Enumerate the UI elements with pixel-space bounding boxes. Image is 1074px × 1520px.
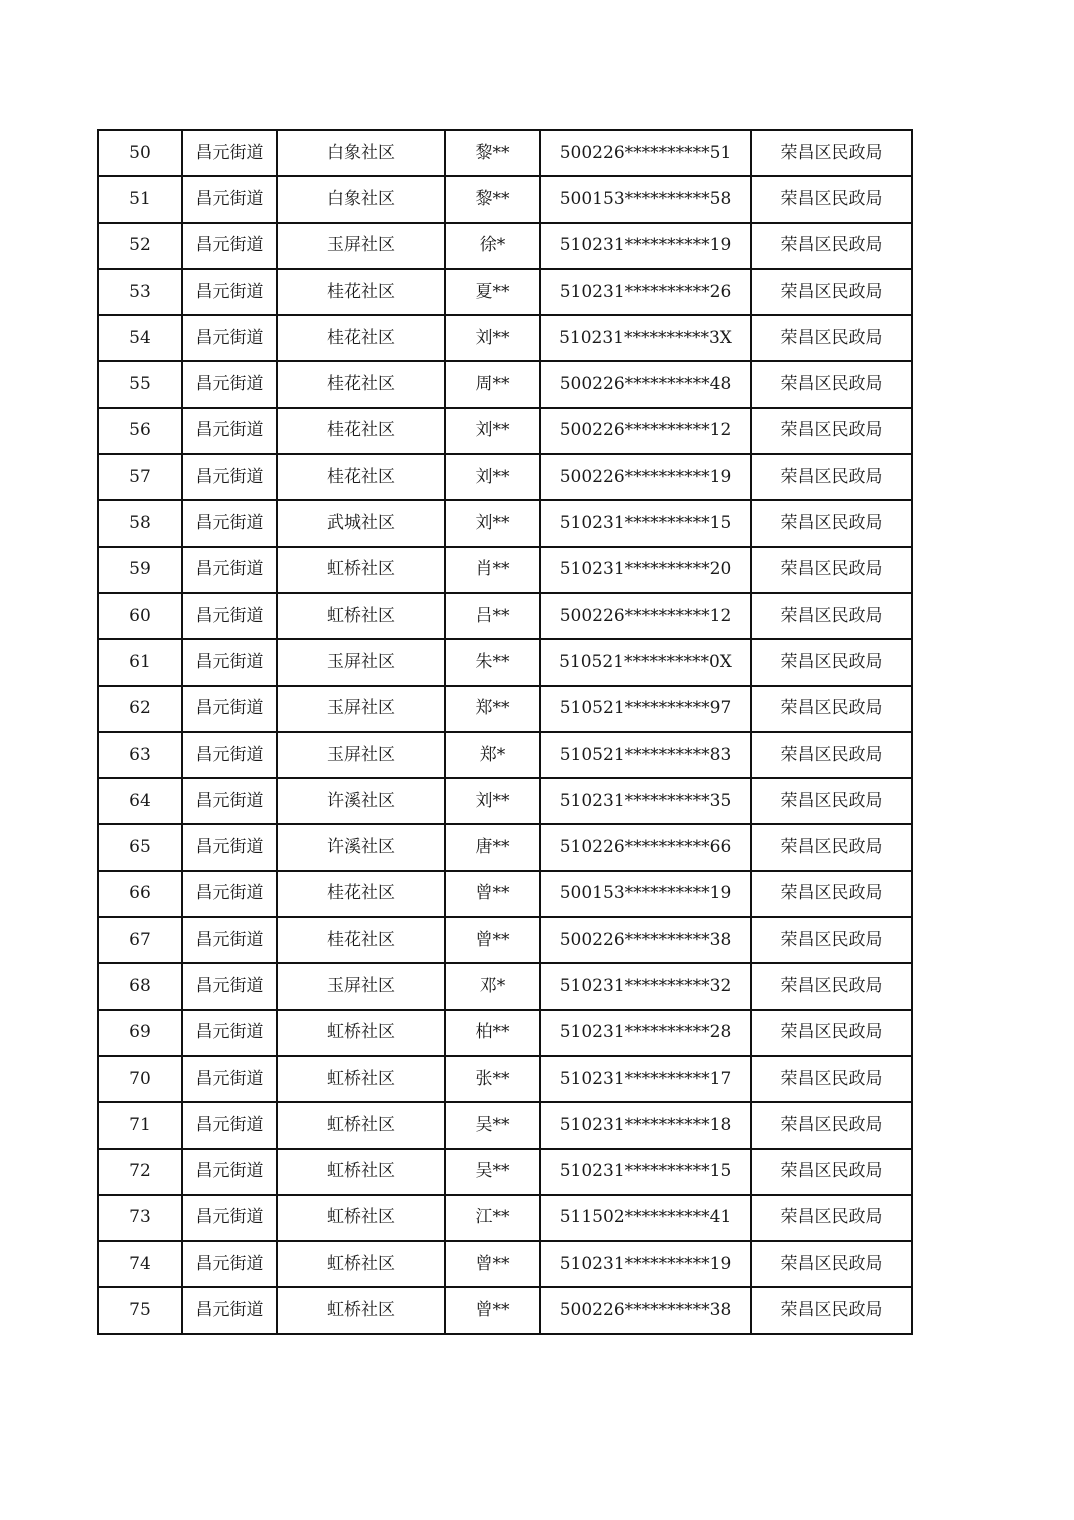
id-number-cell: 510231**********35 [540,778,751,824]
bureau-cell: 荣昌区民政局 [751,269,912,315]
street-cell: 昌元街道 [182,1287,277,1333]
street-cell: 昌元街道 [182,547,277,593]
row-number-cell: 51 [98,176,182,222]
bureau-cell: 荣昌区民政局 [751,315,912,361]
street-cell: 昌元街道 [182,454,277,500]
street-cell: 昌元街道 [182,500,277,546]
name-cell: 周** [445,361,540,407]
row-number-cell: 67 [98,917,182,963]
table-row [98,871,912,917]
table-row [98,1149,912,1195]
community-cell: 白象社区 [277,176,445,222]
bureau-cell: 荣昌区民政局 [751,547,912,593]
table-row [98,686,912,732]
id-number-cell: 510231**********15 [540,1149,751,1195]
name-cell: 唐** [445,824,540,870]
community-cell: 玉屏社区 [277,732,445,778]
community-cell: 桂花社区 [277,408,445,454]
table-row [98,269,912,315]
name-cell: 刘** [445,408,540,454]
name-cell: 郑* [445,732,540,778]
name-cell: 曾** [445,1287,540,1333]
street-cell: 昌元街道 [182,686,277,732]
table-row [98,593,912,639]
street-cell: 昌元街道 [182,1056,277,1102]
row-number-cell: 57 [98,454,182,500]
row-number-cell: 61 [98,639,182,685]
street-cell: 昌元街道 [182,1195,277,1241]
name-cell: 邓* [445,963,540,1009]
bureau-cell: 荣昌区民政局 [751,1241,912,1287]
table-row [98,176,912,222]
street-cell: 昌元街道 [182,1241,277,1287]
table-row [98,639,912,685]
street-cell: 昌元街道 [182,917,277,963]
row-number-cell: 65 [98,824,182,870]
community-cell: 虹桥社区 [277,1056,445,1102]
id-number-cell: 500226**********12 [540,408,751,454]
community-cell: 桂花社区 [277,871,445,917]
row-number-cell: 66 [98,871,182,917]
name-cell: 夏** [445,269,540,315]
name-cell: 曾** [445,1241,540,1287]
bureau-cell: 荣昌区民政局 [751,963,912,1009]
table-row [98,1056,912,1102]
name-cell: 黎** [445,130,540,176]
community-cell: 虹桥社区 [277,1287,445,1333]
community-cell: 武城社区 [277,500,445,546]
row-number-cell: 71 [98,1102,182,1148]
id-number-cell: 500226**********38 [540,1287,751,1333]
name-cell: 刘** [445,315,540,361]
id-number-cell: 510231**********19 [540,223,751,269]
community-cell: 白象社区 [277,130,445,176]
id-number-cell: 510231**********18 [540,1102,751,1148]
row-number-cell: 58 [98,500,182,546]
table-row [98,1287,912,1333]
street-cell: 昌元街道 [182,315,277,361]
id-number-cell: 500226**********51 [540,130,751,176]
community-cell: 虹桥社区 [277,1149,445,1195]
bureau-cell: 荣昌区民政局 [751,408,912,454]
bureau-cell: 荣昌区民政局 [751,223,912,269]
street-cell: 昌元街道 [182,824,277,870]
table-row [98,500,912,546]
row-number-cell: 52 [98,223,182,269]
roster-table [97,129,913,1335]
street-cell: 昌元街道 [182,223,277,269]
id-number-cell: 500153**********58 [540,176,751,222]
id-number-cell: 510231**********28 [540,1010,751,1056]
row-number-cell: 69 [98,1010,182,1056]
id-number-cell: 510231**********17 [540,1056,751,1102]
community-cell: 桂花社区 [277,315,445,361]
bureau-cell: 荣昌区民政局 [751,778,912,824]
id-number-cell: 510231**********20 [540,547,751,593]
street-cell: 昌元街道 [182,130,277,176]
bureau-cell: 荣昌区民政局 [751,686,912,732]
community-cell: 虹桥社区 [277,547,445,593]
id-number-cell: 510521**********97 [540,686,751,732]
row-number-cell: 73 [98,1195,182,1241]
name-cell: 刘** [445,500,540,546]
table-row [98,547,912,593]
street-cell: 昌元街道 [182,176,277,222]
id-number-cell: 500226**********12 [540,593,751,639]
table-row [98,963,912,1009]
community-cell: 玉屏社区 [277,223,445,269]
table-row [98,917,912,963]
id-number-cell: 500153**********19 [540,871,751,917]
id-number-cell: 510521**********83 [540,732,751,778]
street-cell: 昌元街道 [182,778,277,824]
name-cell: 曾** [445,871,540,917]
row-number-cell: 68 [98,963,182,1009]
row-number-cell: 70 [98,1056,182,1102]
row-number-cell: 60 [98,593,182,639]
bureau-cell: 荣昌区民政局 [751,1195,912,1241]
table-row [98,732,912,778]
name-cell: 江** [445,1195,540,1241]
id-number-cell: 510231**********32 [540,963,751,1009]
community-cell: 桂花社区 [277,917,445,963]
bureau-cell: 荣昌区民政局 [751,824,912,870]
id-number-cell: 510231**********26 [540,269,751,315]
bureau-cell: 荣昌区民政局 [751,500,912,546]
bureau-cell: 荣昌区民政局 [751,1056,912,1102]
row-number-cell: 59 [98,547,182,593]
name-cell: 刘** [445,778,540,824]
table-row [98,1102,912,1148]
row-number-cell: 74 [98,1241,182,1287]
community-cell: 虹桥社区 [277,1195,445,1241]
table-row [98,1241,912,1287]
name-cell: 吴** [445,1149,540,1195]
community-cell: 玉屏社区 [277,963,445,1009]
table-row [98,130,912,176]
name-cell: 朱** [445,639,540,685]
id-number-cell: 500226**********19 [540,454,751,500]
name-cell: 郑** [445,686,540,732]
bureau-cell: 荣昌区民政局 [751,454,912,500]
community-cell: 桂花社区 [277,361,445,407]
community-cell: 虹桥社区 [277,1010,445,1056]
bureau-cell: 荣昌区民政局 [751,593,912,639]
community-cell: 虹桥社区 [277,593,445,639]
street-cell: 昌元街道 [182,593,277,639]
id-number-cell: 510521**********0X [540,639,751,685]
table-row [98,315,912,361]
bureau-cell: 荣昌区民政局 [751,1010,912,1056]
row-number-cell: 75 [98,1287,182,1333]
bureau-cell: 荣昌区民政局 [751,1287,912,1333]
bureau-cell: 荣昌区民政局 [751,130,912,176]
table-row [98,1010,912,1056]
table-row [98,454,912,500]
id-number-cell: 500226**********38 [540,917,751,963]
roster-table-body [98,130,912,1334]
street-cell: 昌元街道 [182,732,277,778]
street-cell: 昌元街道 [182,361,277,407]
id-number-cell: 511502**********41 [540,1195,751,1241]
table-row [98,361,912,407]
bureau-cell: 荣昌区民政局 [751,917,912,963]
community-cell: 虹桥社区 [277,1241,445,1287]
row-number-cell: 53 [98,269,182,315]
community-cell: 玉屏社区 [277,639,445,685]
name-cell: 黎** [445,176,540,222]
name-cell: 曾** [445,917,540,963]
bureau-cell: 荣昌区民政局 [751,1149,912,1195]
id-number-cell: 510226**********66 [540,824,751,870]
community-cell: 虹桥社区 [277,1102,445,1148]
community-cell: 玉屏社区 [277,686,445,732]
name-cell: 柏** [445,1010,540,1056]
name-cell: 吕** [445,593,540,639]
table-row [98,1195,912,1241]
id-number-cell: 510231**********3X [540,315,751,361]
row-number-cell: 50 [98,130,182,176]
bureau-cell: 荣昌区民政局 [751,871,912,917]
table-row [98,408,912,454]
street-cell: 昌元街道 [182,1149,277,1195]
bureau-cell: 荣昌区民政局 [751,361,912,407]
id-number-cell: 510231**********15 [540,500,751,546]
community-cell: 许溪社区 [277,824,445,870]
street-cell: 昌元街道 [182,1010,277,1056]
name-cell: 刘** [445,454,540,500]
row-number-cell: 55 [98,361,182,407]
bureau-cell: 荣昌区民政局 [751,732,912,778]
street-cell: 昌元街道 [182,963,277,1009]
bureau-cell: 荣昌区民政局 [751,176,912,222]
name-cell: 徐* [445,223,540,269]
community-cell: 桂花社区 [277,454,445,500]
table-row [98,223,912,269]
row-number-cell: 54 [98,315,182,361]
table-row [98,824,912,870]
name-cell: 肖** [445,547,540,593]
name-cell: 吴** [445,1102,540,1148]
community-cell: 桂花社区 [277,269,445,315]
name-cell: 张** [445,1056,540,1102]
bureau-cell: 荣昌区民政局 [751,639,912,685]
id-number-cell: 500226**********48 [540,361,751,407]
street-cell: 昌元街道 [182,408,277,454]
id-number-cell: 510231**********19 [540,1241,751,1287]
street-cell: 昌元街道 [182,269,277,315]
row-number-cell: 63 [98,732,182,778]
row-number-cell: 56 [98,408,182,454]
bureau-cell: 荣昌区民政局 [751,1102,912,1148]
table-row [98,778,912,824]
street-cell: 昌元街道 [182,871,277,917]
row-number-cell: 72 [98,1149,182,1195]
community-cell: 许溪社区 [277,778,445,824]
street-cell: 昌元街道 [182,1102,277,1148]
row-number-cell: 64 [98,778,182,824]
row-number-cell: 62 [98,686,182,732]
street-cell: 昌元街道 [182,639,277,685]
